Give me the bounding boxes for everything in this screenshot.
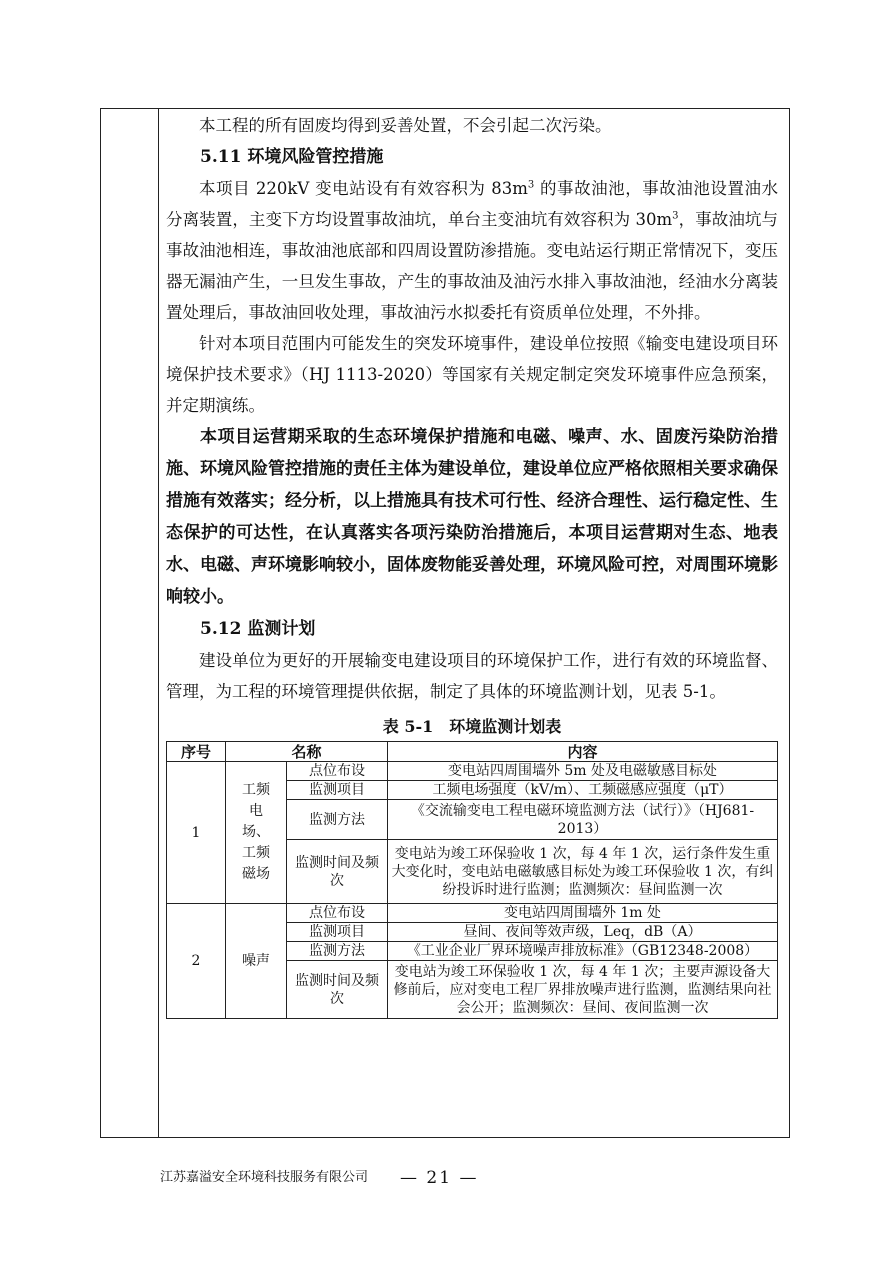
paragraph-emergency-plan: 针对本项目范围内可能发生的突发环境事件，建设单位按照《输变电建设项目环境保护技术要求》（HJ 1113-2020）等国家有关规定制定突发环境事件应急预案，并定期演练。 <box>166 334 778 415</box>
row-content: 《交流输变电工程电磁环境监测方法（试行）》（HJ681-2013） <box>388 800 778 840</box>
group-seq: 2 <box>167 904 226 1019</box>
oil-pool-text-a: 本项目 220kV 变电站设有有效容积为 83m <box>199 179 528 198</box>
table-row <box>167 904 778 923</box>
header-name: 名称 <box>226 742 388 762</box>
row-content: 变电站四周围墙外 5m 处及电磁敏感目标处 <box>388 762 778 781</box>
paragraph-oil-pool <box>166 173 778 328</box>
row-item: 监测时间及频次 <box>287 961 388 1019</box>
monitoring-plan-table <box>166 741 778 1019</box>
row-content: 变电站四周围墙外 1m 处 <box>388 904 778 923</box>
superscript-3-b: 3 <box>672 210 679 222</box>
section-heading-5-11: 5.11 环境风险管控措施 <box>200 147 384 167</box>
row-item: 监测项目 <box>287 781 388 800</box>
paragraph-solid-waste: 本工程的所有固废均得到妥善处置，不会引起二次污染。 <box>199 116 612 135</box>
row-content: 工频电场强度（kV/m）、工频磁感应强度（μT） <box>388 781 778 800</box>
group-category: 噪声 <box>226 904 287 1019</box>
main-content <box>166 110 778 1019</box>
row-content: 变电站为竣工环保验收 1 次，每 4 年 1 次，运行条件发生重大变化时，变电站电磁敏感目标处为竣工环保验收 1 次，有纠纷投诉时进行监测；监测频次：昼间监测一次 <box>388 840 778 904</box>
row-content: 昼间、夜间等效声级，Leq，dB（A） <box>388 923 778 942</box>
paragraph-monitoring-intro: 建设单位为更好的开展输变电建设项目的环境保护工作，进行有效的环境监督、管理，为工程的环境管理提供依据，制定了具体的环境监测计划，见表 5-1。 <box>166 651 778 701</box>
row-item: 点位布设 <box>287 904 388 923</box>
group-seq: 1 <box>167 762 226 904</box>
oil-pool-text-b: 的事故油池，事故油池设置油水分离装置，主变下方均设置事故油坑，单台主变油坑有效容积为 30m <box>166 179 778 229</box>
page-footer <box>160 1166 760 1190</box>
row-item: 点位布设 <box>287 762 388 781</box>
section-heading-5-12: 5.12 监测计划 <box>200 619 316 639</box>
row-item: 监测时间及频次 <box>287 840 388 904</box>
header-seq: 序号 <box>167 742 226 762</box>
row-item: 监测项目 <box>287 923 388 942</box>
superscript-3-a: 3 <box>527 179 535 191</box>
header-content: 内容 <box>388 742 778 762</box>
table-header-row <box>167 742 778 762</box>
group-category-text: 工频电场、工频磁场 <box>242 782 270 882</box>
paragraph-responsibility: 本项目运营期采取的生态环境保护措施和电磁、噪声、水、固废污染防治措施、环境风险管控措施的责任主体为建设单位，建设单位应严格依照相关要求确保措施有效落实；经分析，以上措施具有技术可行性、经济合理性、运行稳定性、生态保护的可达性，在认真落实各项污染防治措施后，本项目运营期对生态、地表水、电磁、声环境影响较小，固体废物能妥善处理，环境风险可控，对周围环境影响较小。 <box>166 427 778 607</box>
table-title: 表 5-1 环境监测计划表 <box>382 717 562 736</box>
row-item: 监测方法 <box>287 800 388 840</box>
footer-company: 江苏嘉溢安全环境科技服务有限公司 <box>160 1170 369 1185</box>
row-content: 变电站为竣工环保验收 1 次，每 4 年 1 次；主要声源设备大修前后，应对变电工程厂界排放噪声进行监测，监测结果向社会公开；监测频次：昼间、夜间监测一次 <box>388 961 778 1019</box>
oil-pool-text-c: ，事故油坑与事故油池相连，事故油池底部和四周设置防渗措施。变电站运行期正常情况下，变压器无漏油产生，一旦发生事故，产生的事故油及油污水排入事故油池，经油水分离装置处理后，事故油回收处理，事故油污水拟委托有资质单位处理，不外排。 <box>166 210 778 322</box>
page-number: — 21 — <box>400 1168 479 1188</box>
table-row <box>167 762 778 781</box>
row-item: 监测方法 <box>287 942 388 961</box>
group-category <box>226 762 287 904</box>
frame-column-divider <box>158 108 159 1138</box>
row-content: 《工业企业厂界环境噪声排放标准》（GB12348-2008） <box>388 942 778 961</box>
